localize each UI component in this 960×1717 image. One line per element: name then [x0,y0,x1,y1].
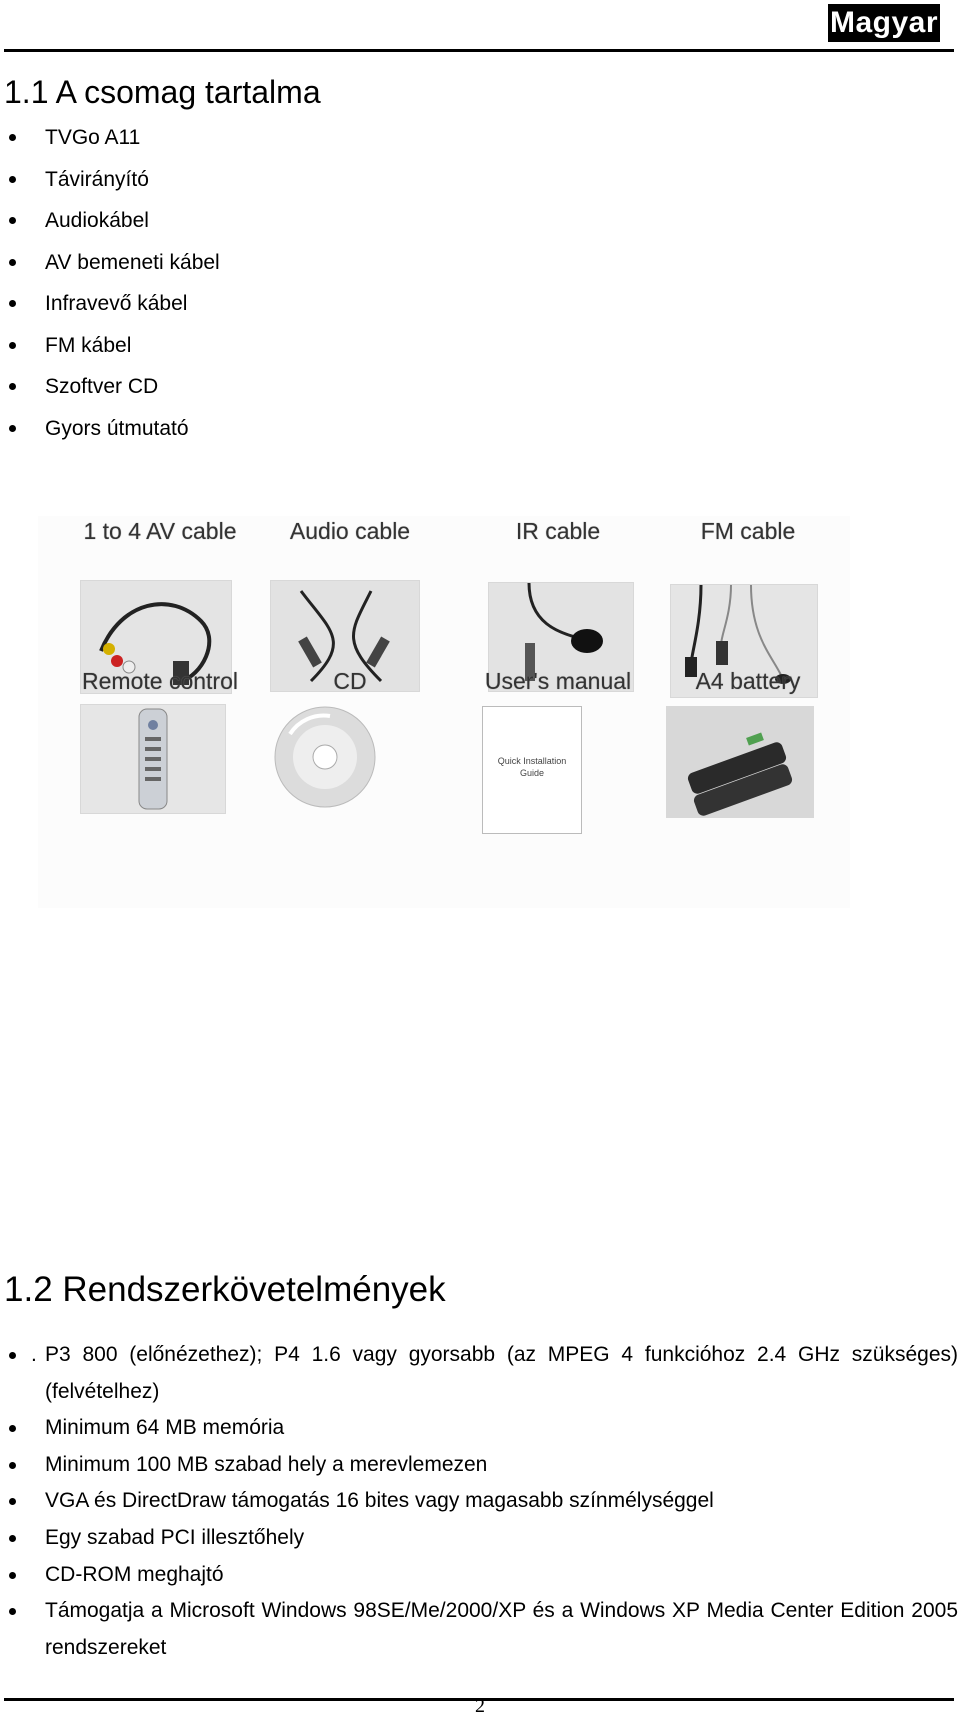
package-photo-grid [38,516,850,908]
list-item: Támogatja a Microsoft Windows 98SE/Me/2000/XP és a Windows XP Media Center Edition 2005 rendszereket [4,1593,958,1666]
photo-label: User's manual [484,668,632,694]
manual-icon [482,706,582,834]
list-marker: . [31,1343,37,1366]
list-item: Szoftver CD [4,366,904,408]
page-number: 2 [475,1695,485,1717]
list-item: Audiokábel [4,200,904,242]
remote-control-icon [80,704,226,814]
language-badge: Magyar [828,4,940,42]
section-title-package-contents: 1.1 A csomag tartalma [4,74,321,110]
list-item-text: P3 800 (előnézethez); P4 1.6 vagy gyorsabb (az MPEG 4 funkcióhoz 2.4 GHz szükséges) (felvételhez) [45,1343,958,1403]
photo-label: A4 battery [695,668,801,694]
section-title-system-requirements: 1.2 Rendszerkövetelmények [4,1270,446,1309]
list-item: AV bemeneti kábel [4,242,904,284]
list-item: VGA és DirectDraw támogatás 16 bites vagy magasabb színmélységgel [4,1483,958,1520]
list-item: Minimum 100 MB szabad hely a merevlemezen [4,1447,958,1484]
system-requirements-list [4,1337,958,1666]
list-item: Távirányító [4,159,904,201]
list-item: Egy szabad PCI illesztőhely [4,1520,958,1557]
manual-cover-text: Quick Installation Guide [497,756,567,778]
photo-label: IR cable [515,518,601,544]
list-item: FM kábel [4,325,904,367]
photo-label: Audio cable [289,518,411,544]
list-item: Gyors útmutató [4,408,904,450]
photo-label: CD [333,668,367,694]
list-item: CD-ROM meghajtó [4,1557,958,1594]
photo-label: Remote control [82,668,238,694]
list-item: Minimum 64 MB memória [4,1410,958,1447]
photo-label: FM cable [700,518,796,544]
list-item: Infravevő kábel [4,283,904,325]
header-rule [4,49,954,52]
package-contents-list [4,117,904,449]
battery-icon [666,706,814,818]
photo-label: 1 to 4 AV cable [83,518,237,544]
cd-icon [270,704,380,810]
list-item [4,1337,958,1410]
list-item: TVGo A11 [4,117,904,159]
